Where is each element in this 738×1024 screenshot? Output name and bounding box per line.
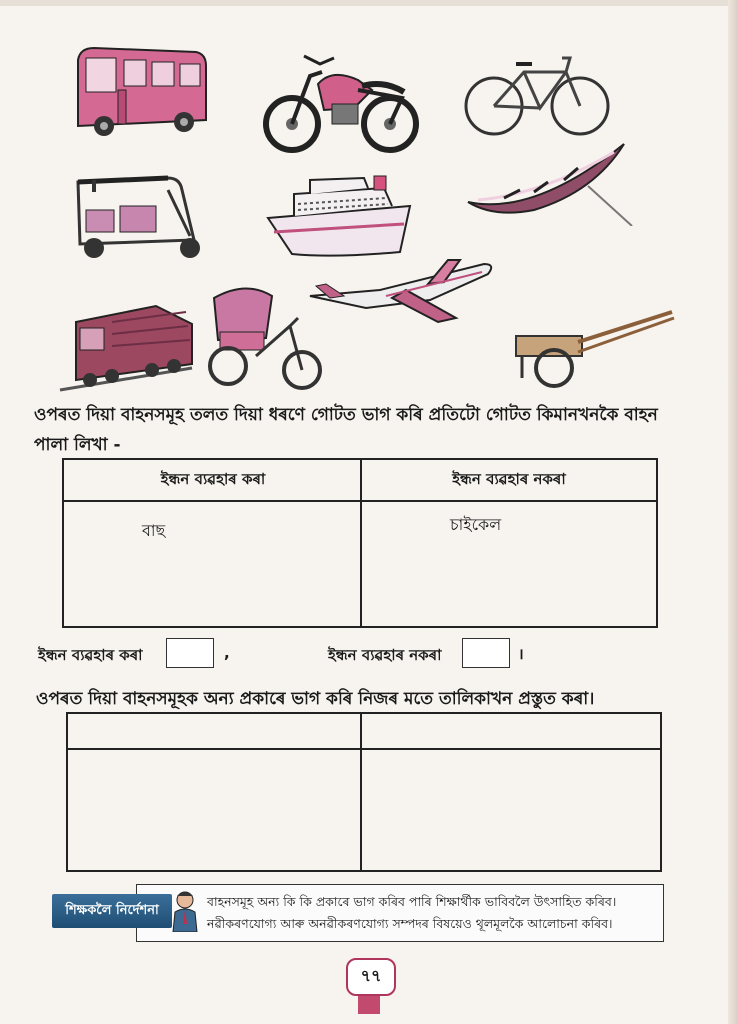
- count-box-fuel[interactable]: [166, 638, 214, 668]
- teacher-label: শিক্ষকলৈ নিৰ্দেশনা: [52, 894, 172, 928]
- entry-fuel-using: বাছ: [142, 521, 166, 540]
- count-end-mark: ।: [518, 645, 524, 663]
- ship-image: [264, 172, 416, 260]
- page-binding-edge: [728, 0, 738, 1024]
- header-fuel-using: ইন্ধন ব্যৱহাৰ কৰা: [160, 470, 266, 488]
- vehicle-classification-table: [62, 458, 658, 628]
- airplane-image: [306, 252, 496, 332]
- header-no-fuel: ইন্ধন ব্যৱহাৰ নকৰা: [452, 470, 566, 488]
- page-top-edge: [0, 0, 738, 6]
- page-number: ৭৭: [346, 958, 396, 996]
- train-image: [56, 298, 196, 394]
- table-divider: [360, 460, 362, 626]
- bus-image: [72, 42, 210, 140]
- count-label-no-fuel: ইন্ধন ব্যৱহাৰ নকৰা: [328, 646, 442, 664]
- teacher-note-line-2: নৱীকৰণযোগ্য আৰু অনৱীকৰণযোগ্য সম্পদৰ বিষয়েও থূলমূলকৈ আলোচনা কৰিব।: [207, 916, 613, 931]
- teacher-note-frame: [136, 884, 664, 942]
- boat-image: [464, 134, 634, 226]
- teacher-note-line-1: বাহনসমূহ অন্য কি কি প্ৰকাৰে ভাগ কৰিব পাৰি শিক্ষাৰ্থীক ভাবিবলৈ উৎসাহিত কৰিব।: [207, 894, 617, 909]
- table-divider: [360, 714, 362, 870]
- teacher-instruction-box: [52, 880, 666, 944]
- count-row: [38, 638, 678, 674]
- blank-classification-table[interactable]: [66, 712, 662, 872]
- auto-rickshaw-image: [72, 170, 206, 262]
- handcart-image: [512, 306, 676, 390]
- count-label-fuel: ইন্ধন ব্যৱহাৰ কৰা: [38, 646, 143, 664]
- count-box-no-fuel[interactable]: [462, 638, 510, 668]
- instruction-text: ওপৰত দিয়া বাহনসমূহ তলত দিয়া ধৰণে গোটত ভাগ কৰি প্ৰতিটো গোটত কিমানখনকৈ বাহন পালা লিখা -: [34, 405, 658, 455]
- teacher-note-text: [207, 891, 657, 935]
- table-header-row: [68, 714, 660, 750]
- teacher-avatar-icon: [170, 890, 200, 932]
- entry-no-fuel: চাইকেল: [450, 515, 502, 534]
- instruction-text-2: ওপৰত দিয়া বাহনসমূহক অন্য প্ৰকাৰে ভাগ কৰি নিজৰ মতে তালিকাখন প্ৰস্তুত কৰা।: [36, 689, 595, 709]
- count-comma: ,: [224, 644, 230, 662]
- motorcycle-image: [262, 46, 422, 158]
- bicycle-image: [462, 50, 614, 142]
